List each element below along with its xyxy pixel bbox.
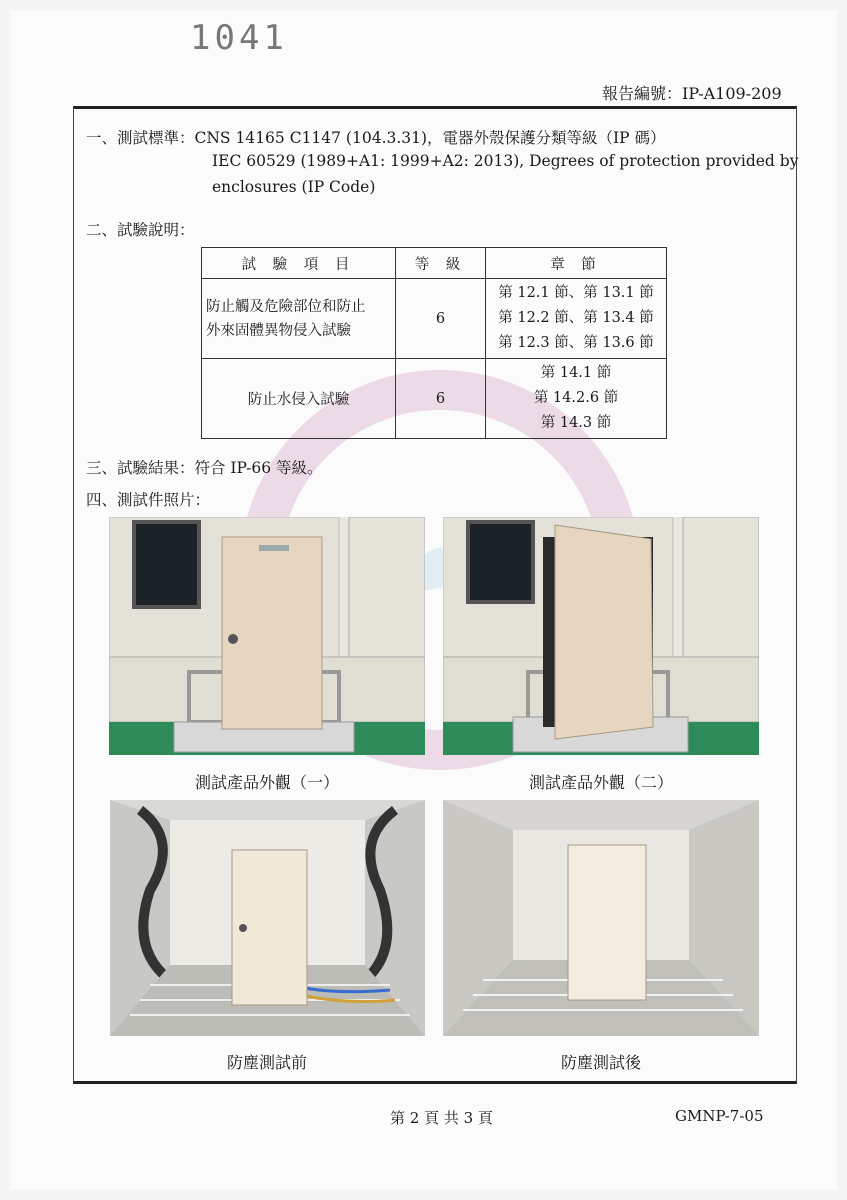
photo-product-open — [443, 517, 759, 755]
row1-sections — [486, 279, 667, 359]
section3-result: 三、試驗結果：符合 IP-66 等級。 — [86, 459, 323, 477]
row1-section-line: 第 12.1 節、第 13.1 節 — [498, 285, 654, 301]
photo-dust-before — [110, 800, 425, 1036]
caption-open: 測試產品外觀（二） — [528, 773, 673, 792]
table-header-row — [202, 248, 667, 279]
row1-section-line: 第 12.2 節、第 13.4 節 — [498, 310, 654, 326]
section4-title: 四、測試件照片： — [86, 491, 211, 509]
row1-item-line: 防止觸及危險部位和防止 — [206, 298, 366, 315]
section1-iec-cont: enclosures (IP Code) — [212, 178, 376, 196]
header-section: 章 節 — [486, 248, 667, 279]
caption-dust-after: 防塵測試後 — [560, 1053, 641, 1072]
row1-section-line: 第 12.3 節、第 13.6 節 — [498, 335, 654, 351]
report-number: 報告編號：IP-A109-209 — [602, 84, 782, 103]
header-item: 試 驗 項 目 — [202, 248, 396, 279]
row2-section-line: 第 14.1 節 — [540, 365, 612, 381]
form-code: GMNP-7-05 — [675, 1107, 764, 1125]
row1-item-line: 外來固體異物侵入試驗 — [206, 322, 351, 339]
row1-grade: 6 — [396, 279, 486, 359]
table-row — [202, 359, 667, 439]
section2-title: 二、試驗說明： — [86, 221, 195, 239]
row2-grade: 6 — [396, 359, 486, 439]
row2-item-line: 防止水侵入試驗 — [247, 392, 350, 408]
row2-sections — [486, 359, 667, 439]
row2-section-line: 第 14.3 節 — [540, 415, 612, 431]
header-grade: 等 級 — [396, 248, 486, 279]
table-row — [202, 279, 667, 359]
row1-item — [202, 279, 396, 359]
stamp-number: 1041 — [190, 18, 288, 58]
row2-section-line: 第 14.2.6 節 — [533, 390, 619, 406]
page-number: 第 2 頁 共 3 頁 — [390, 1109, 493, 1127]
photo-product-front — [109, 517, 425, 755]
caption-dust-before: 防塵測試前 — [226, 1053, 307, 1072]
photo-dust-after — [443, 800, 759, 1036]
row2-item — [202, 359, 396, 439]
caption-front: 測試產品外觀（一） — [194, 773, 339, 792]
test-table — [201, 247, 667, 439]
section1-iec: IEC 60529 (1989+A1: 1999+A2: 2013), Degrees of protection provided by — [212, 152, 799, 170]
section1-standard: 一、測試標準：CNS 14165 C1147 (104.3.31)，電器外殼保護分類等級（IP 碼） — [86, 129, 666, 147]
